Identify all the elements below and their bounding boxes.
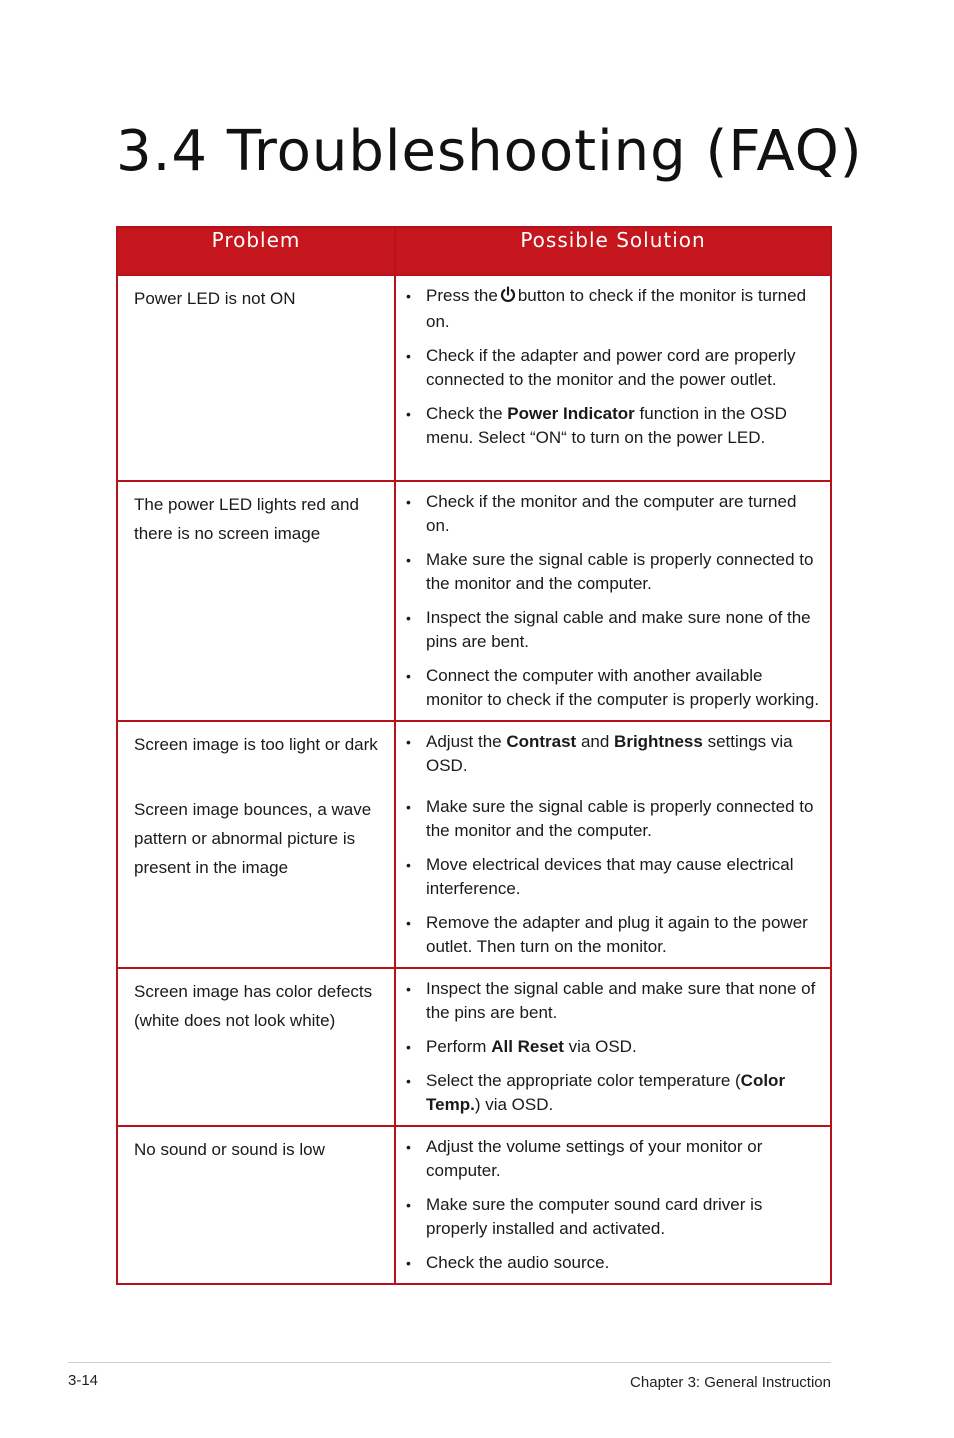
list-item: • Move electrical devices that may cause electrical interference. xyxy=(404,853,820,901)
problem-column-header: Problem xyxy=(117,227,395,275)
page-number: 3-14 xyxy=(68,1372,99,1389)
solution-list xyxy=(404,730,820,778)
list-item: • Connect the computer with another available monitor to check if the computer is properly working. xyxy=(404,664,820,712)
page-title: 3.4 Troubleshooting (FAQ) xyxy=(116,119,863,184)
solution-list xyxy=(404,284,820,450)
solution-list xyxy=(404,490,820,712)
power-icon xyxy=(500,286,516,310)
list-item: • Check the Power Indicator function in the OSD menu. Select “ON“ to turn on the power LED. xyxy=(404,402,820,450)
solution-list xyxy=(404,1135,820,1275)
solution-list xyxy=(404,977,820,1117)
list-item: • Make sure the computer sound card driver is properly installed and activated. xyxy=(404,1193,820,1241)
list-item: • Make sure the signal cable is properly connected to the monitor and the computer. xyxy=(404,795,820,843)
list-item: • Press the button to check if the monitor is turned on. xyxy=(404,284,820,334)
solution-cell xyxy=(395,481,831,721)
table-row xyxy=(117,721,831,968)
list-item: • Check if the monitor and the computer are turned on. xyxy=(404,490,820,538)
list-item: • Make sure the signal cable is properly connected to the monitor and the computer. xyxy=(404,548,820,596)
problem-cell xyxy=(117,968,395,1126)
footer-divider xyxy=(68,1362,831,1363)
problem-text: The power LED lights red and there is no screen image xyxy=(134,495,359,543)
problem-cell xyxy=(117,1126,395,1284)
troubleshooting-table xyxy=(116,226,832,1285)
list-item: • Perform All Reset via OSD. xyxy=(404,1035,820,1059)
list-item: • Check the audio source. xyxy=(404,1251,820,1275)
list-item: • Inspect the signal cable and make sure none of the pins are bent. xyxy=(404,606,820,654)
solution-column-header: Possible Solution xyxy=(395,227,831,275)
solution-cell xyxy=(395,1126,831,1284)
problem-cell xyxy=(117,721,395,968)
list-item: • Select the appropriate color temperature (Color Temp.) via OSD. xyxy=(404,1069,820,1117)
problem-text: Power LED is not ON xyxy=(134,289,296,308)
list-item: • Adjust the volume settings of your monitor or computer. xyxy=(404,1135,820,1183)
list-item: • Inspect the signal cable and make sure that none of the pins are bent. xyxy=(404,977,820,1025)
solution-cell xyxy=(395,968,831,1126)
list-item: • Remove the adapter and plug it again to the power outlet. Then turn on the monitor. xyxy=(404,911,820,959)
table-row xyxy=(117,481,831,721)
table-row xyxy=(117,1126,831,1284)
table-row xyxy=(117,968,831,1126)
problem-text: Screen image bounces, a wave pattern or abnormal picture is present in the image xyxy=(134,800,372,877)
list-item: • Check if the adapter and power cord are properly connected to the monitor and the power outlet. xyxy=(404,344,820,392)
chapter-label: Chapter 3: General Instruction xyxy=(630,1374,831,1391)
problem-cell xyxy=(117,481,395,721)
solution-cell xyxy=(395,275,831,481)
solution-cell xyxy=(395,721,831,968)
problem-cell xyxy=(117,275,395,481)
problem-text: No sound or sound is low xyxy=(134,1140,325,1159)
solution-list xyxy=(404,795,820,959)
table-header-row xyxy=(117,227,831,275)
table-row xyxy=(117,275,831,481)
problem-text: Screen image has color defects (white does not look white) xyxy=(134,982,373,1030)
problem-text: Screen image is too light or dark xyxy=(134,735,378,754)
list-item: • Adjust the Contrast and Brightness settings via OSD. xyxy=(404,730,820,778)
